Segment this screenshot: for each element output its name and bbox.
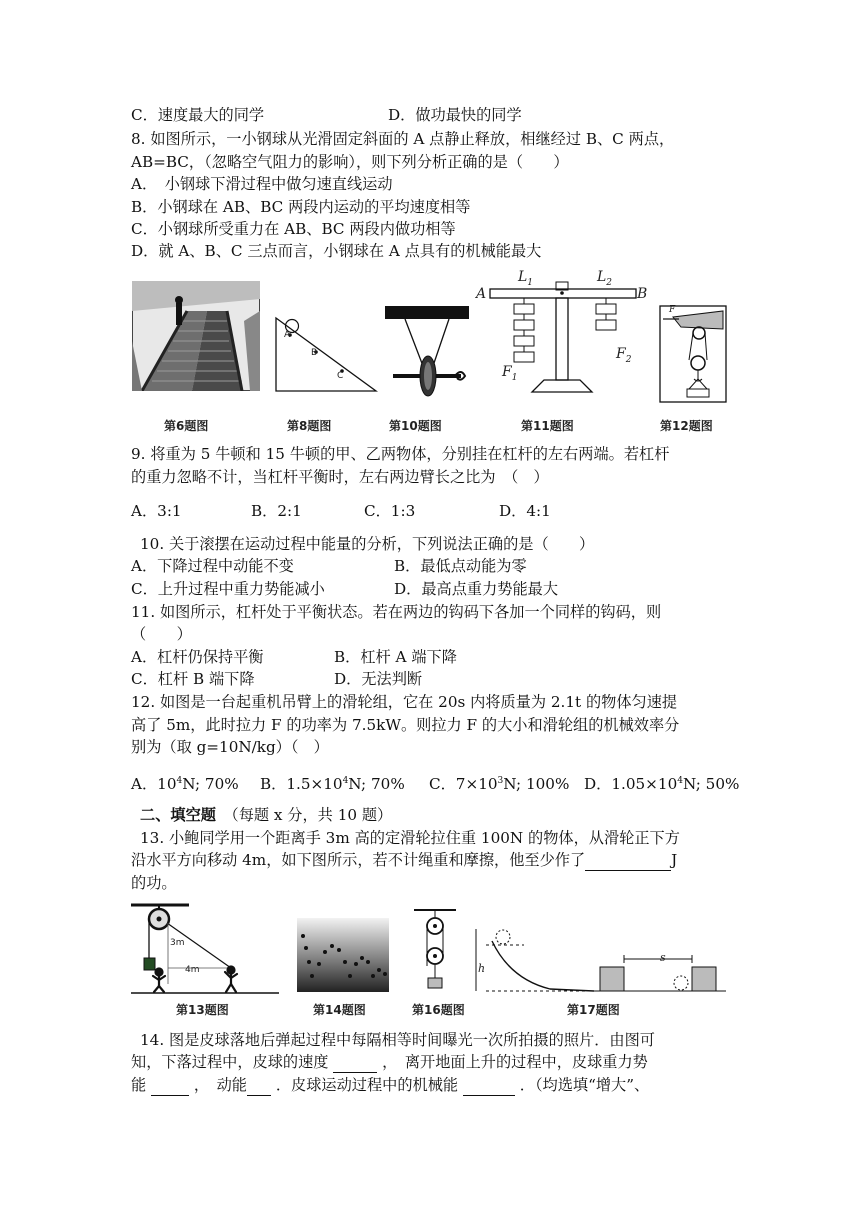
figure-12-crane-pulley bbox=[659, 305, 727, 403]
figure-10-maxwell-wheel bbox=[383, 304, 473, 400]
q11-option-b: B．杠杆 A 端下降 bbox=[334, 648, 457, 666]
fig11-label-l2: $L_2$ bbox=[597, 269, 613, 288]
figure-17-track bbox=[470, 925, 726, 995]
q13-stem-line1: 13. 小鲍同学用一个距离手 3m 高的定滑轮拉住重 100N 的物体，从滑轮正下方 bbox=[140, 829, 680, 847]
q10-option-b: B．最低点动能为零 bbox=[394, 557, 527, 575]
fig17-label-h: h bbox=[478, 962, 486, 975]
section2-heading: 二、填空题 （每题 x 分，共 10 题） bbox=[140, 806, 393, 824]
q12-option-c: C．$7\times 10^3N$; 100% bbox=[429, 775, 570, 794]
fig8-label-a: A bbox=[284, 330, 291, 340]
q12-option-b: B．$1.5\times 10^4N$; 70% bbox=[260, 775, 405, 794]
caption-fig8: 第8题图 bbox=[287, 419, 332, 433]
q8-option-a: A． 小钢球下滑过程中做匀速直线运动 bbox=[131, 175, 393, 193]
fig17-label-s: s bbox=[660, 951, 666, 964]
q12-option-d: D．$1.05\times 10^4N$; 50% bbox=[584, 775, 740, 794]
figure-13-pulley-person bbox=[131, 902, 279, 996]
caption-fig16: 第16题图 bbox=[412, 1003, 465, 1017]
q11-stem-line1: 11. 如图所示，杠杆处于平衡状态。若在两边的钩码下各加一个同样的钩码，则 bbox=[131, 603, 662, 621]
q8-stem-line1: 8. 如图所示，一小钢球从光滑固定斜面的 A 点静止释放，相继经过 B、C 两点， bbox=[131, 130, 675, 148]
caption-fig17: 第17题图 bbox=[567, 1003, 620, 1017]
q9-stem-line2: 的重力忽略不计，当杠杆平衡时，左右两边臂长之比为 （ ） bbox=[131, 468, 549, 486]
caption-fig10: 第10题图 bbox=[389, 419, 442, 433]
q8-option-d: D．就 A、B、C 三点而言，小钢球在 A 点具有的机械能最大 bbox=[131, 242, 542, 260]
q13-stem-line3: 的功。 bbox=[131, 874, 177, 892]
q9-option-a: A．3:1 bbox=[131, 502, 182, 520]
fig12-label-f: F bbox=[669, 305, 676, 315]
q8-option-c: C．小钢球所受重力在 AB、BC 两段内做功相等 bbox=[131, 220, 456, 238]
q14-blank-mechanical[interactable] bbox=[463, 1079, 515, 1096]
q8-option-b: B．小钢球在 AB、BC 两段内运动的平均速度相等 bbox=[131, 198, 471, 216]
fig11-label-f1: $F_1$ bbox=[502, 364, 518, 383]
q10-option-c: C．上升过程中重力势能减小 bbox=[131, 580, 325, 598]
q12-stem-line3: 别为（取 g=10N/kg）（ ） bbox=[131, 738, 329, 756]
q10-option-d: D．最高点重力势能最大 bbox=[394, 580, 559, 598]
q11-stem-line2: （ ） bbox=[131, 625, 192, 643]
q9-option-b: B．2:1 bbox=[251, 502, 302, 520]
figure-16-pulley bbox=[414, 908, 456, 994]
q11-option-d: D．无法判断 bbox=[334, 670, 423, 688]
figure-6-escalator-photo bbox=[132, 281, 260, 391]
q9-option-c: C．1:3 bbox=[364, 502, 416, 520]
caption-fig11: 第11题图 bbox=[521, 419, 574, 433]
fig13-label-3m: 3m bbox=[170, 938, 185, 948]
figure-14-bouncing-ball-photo bbox=[297, 918, 389, 992]
figure-8-incline bbox=[272, 312, 382, 394]
caption-fig6: 第6题图 bbox=[164, 419, 209, 433]
q12-option-a: A．$10^4N$; 70% bbox=[131, 775, 239, 794]
q14-stem-line2: 知，下落过程中，皮球的速度 ， 离开地面上升的过程中，皮球重力势 bbox=[131, 1053, 648, 1071]
q11-option-a: A．杠杆仍保持平衡 bbox=[131, 648, 264, 666]
q8-stem-line2: AB=BC，（忽略空气阻力的影响），则下列分析正确的是（ ） bbox=[131, 153, 569, 171]
fig11-label-a: A bbox=[476, 286, 487, 302]
q14-blank-speed[interactable] bbox=[333, 1056, 377, 1073]
fig13-label-4m: 4m bbox=[185, 965, 200, 975]
fig11-label-f2: $F_2$ bbox=[616, 346, 632, 365]
q9-stem-line1: 9. 将重为 5 牛顿和 15 牛顿的甲、乙两物体，分别挂在杠杆的左右两端。若杠杆 bbox=[131, 445, 670, 463]
caption-fig13: 第13题图 bbox=[176, 1003, 229, 1017]
q14-blank-kinetic[interactable] bbox=[247, 1079, 271, 1096]
q12-stem-line2: 高了 5m，此时拉力 F 的功率为 7.5kW。则拉力 F 的大小和滑轮组的机械效率分 bbox=[131, 716, 680, 734]
q9-option-d: D．4:1 bbox=[499, 502, 551, 520]
q14-stem-line3: 能 ， 动能 ．皮球运动过程中的机械能 ．（均选填“增大”、 bbox=[131, 1076, 650, 1094]
fig11-label-b: B bbox=[637, 286, 648, 302]
q7-option-d: D．做功最快的同学 bbox=[388, 106, 522, 124]
q13-answer-blank[interactable] bbox=[585, 854, 671, 871]
q10-option-a: A．下降过程中动能不变 bbox=[131, 557, 294, 575]
caption-fig14: 第14题图 bbox=[313, 1003, 366, 1017]
q13-stem-line2: 沿水平方向移动 4m，如下图所示，若不计绳重和摩擦，他至少作了 J bbox=[131, 851, 678, 869]
q11-option-c: C．杠杆 B 端下降 bbox=[131, 670, 255, 688]
q14-blank-potential[interactable] bbox=[151, 1079, 189, 1096]
q7-option-c: C．速度最大的同学 bbox=[131, 106, 265, 124]
q12-stem-line1: 12. 如图是一台起重机吊臂上的滑轮组，它在 20s 内将质量为 2.1t 的物体匀速提 bbox=[131, 693, 678, 711]
fig11-label-l1: $L_1$ bbox=[518, 269, 534, 288]
fig8-label-b: B bbox=[311, 348, 318, 358]
q10-stem: 10. 关于滚摆在运动过程中能量的分析，下列说法正确的是（ ） bbox=[140, 535, 595, 553]
q14-stem-line1: 14. 图是皮球落地后弹起过程中每隔相等时间曝光一次所拍摄的照片．由图可 bbox=[140, 1031, 655, 1049]
caption-fig12: 第12题图 bbox=[660, 419, 713, 433]
fig8-label-c: C bbox=[337, 371, 344, 381]
